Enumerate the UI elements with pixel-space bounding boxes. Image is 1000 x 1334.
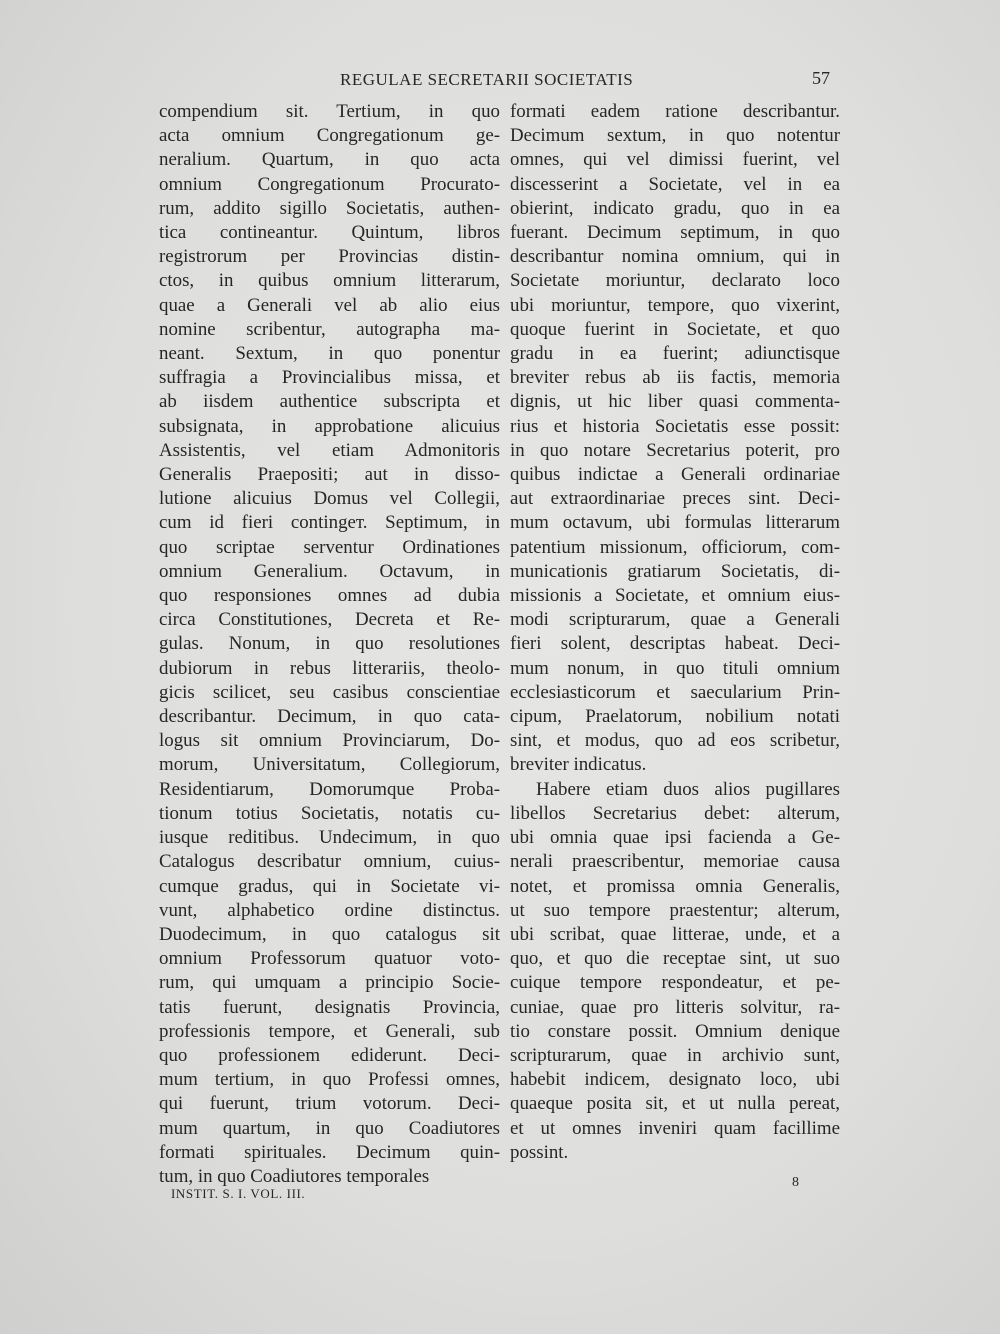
text-line: Duodecimum, in quo catalogus sit xyxy=(159,923,500,945)
text-line: quoque fuerint in Societate, et quo xyxy=(510,318,840,340)
text-line: gradu in ea fuerint; adiunctisque xyxy=(510,343,840,365)
text-line: circa Constitutiones, Decreta et Re- xyxy=(159,609,500,631)
text-line: rum, addito sigillo Societatis, authen- xyxy=(159,197,500,219)
text-line: Generalis Praepositi; aut in disso- xyxy=(159,464,500,486)
text-line: compendium sit. Tertium, in quo xyxy=(159,101,500,122)
text-line: qui fuerunt, trium votorum. Deci- xyxy=(159,1093,500,1115)
text-line: suffragia a Provincialibus missa, et xyxy=(159,367,500,389)
text-line: formati spirituales. Decimum quin- xyxy=(159,1141,500,1163)
left-text-column xyxy=(159,100,500,1189)
text-line: tum, in quo Coadiutores temporales xyxy=(159,1165,430,1187)
text-line: neralium. Quartum, in quo acta xyxy=(159,149,500,171)
text-line: ubi moriuntur, tempore, quo vixerint, xyxy=(510,294,840,316)
text-line: lutione alicuius Domus vel Collegii, xyxy=(159,488,500,510)
text-line: omnium Professorum quatuor voto- xyxy=(159,948,500,970)
text-line: Residentiarum, Domorumque Proba- xyxy=(159,778,500,800)
text-line: neant. Sextum, in quo ponentur xyxy=(159,343,500,365)
text-line: omnium Congregationum Procurato- xyxy=(159,173,500,195)
text-line: tio constare possit. Omnium denique xyxy=(510,1020,840,1042)
text-line: libellos Secretarius debet: alterum, xyxy=(510,802,840,824)
text-line: et ut omnes inveniri quam facillime xyxy=(510,1117,840,1139)
text-line: tatis fuerunt, designatis Provincia, xyxy=(159,996,500,1018)
text-line: fuerant. Decimum septimum, in quo xyxy=(510,222,840,244)
text-line: cuique tempore respondeatur, et pe- xyxy=(510,972,840,994)
text-line: mum nonum, in quo tituli omnium xyxy=(510,657,840,679)
text-line: aut extraordinariae preces sint. Deci- xyxy=(510,488,840,510)
text-line: vunt, alphabetico ordine distinctus. xyxy=(159,899,500,921)
text-line: ab iisdem authentice subscripta et xyxy=(159,391,500,413)
text-line: missionis a Societate, et omnium eius- xyxy=(510,585,840,607)
text-line: quo professionem ediderunt. Deci- xyxy=(159,1044,500,1066)
text-line: modi scripturarum, quae a Generali xyxy=(510,609,840,631)
text-line: mum octavum, ubi formulas litterarum xyxy=(510,512,840,534)
text-line: ubi omnia quae ipsi facienda a Ge- xyxy=(510,827,840,849)
text-line: possint. xyxy=(510,1141,569,1163)
text-line: formati eadem ratione describantur. xyxy=(510,101,840,122)
text-line: ubi scribat, quae litterae, unde, et a xyxy=(510,923,840,945)
text-line: describantur. Decimum, in quo cata- xyxy=(159,706,500,728)
text-line: Assistentis, vel etiam Admonitoris xyxy=(159,439,500,461)
text-line: Decimum sextum, in quo notentur xyxy=(510,125,840,147)
text-line: mum tertium, in quo Professi omnes, xyxy=(159,1069,500,1091)
text-line: rum, qui umquam a principio Socie- xyxy=(159,972,500,994)
text-line: fieri solent, descriptas habeat. Deci- xyxy=(510,633,840,655)
text-line: tica contineantur. Quintum, libros xyxy=(159,222,500,244)
text-line: obierint, indicato gradu, quo in ea xyxy=(510,197,840,219)
text-line: cumque gradus, qui in Societate vi- xyxy=(159,875,500,897)
gathering-number: 8 xyxy=(792,1175,799,1190)
right-text-column xyxy=(510,100,840,1165)
running-title: REGULAE SECRETARII SOCIETATIS xyxy=(340,70,634,89)
text-line: quo responsiones omnes ad dubia xyxy=(159,585,500,607)
text-line: dubiorum in rebus litterariis, theolo- xyxy=(159,657,500,679)
text-line: municationis gratiarum Societatis, di- xyxy=(510,560,840,582)
text-line: discesserint a Societate, vel in ea xyxy=(510,173,840,195)
text-line: gicis scilicet, seu casibus conscientiae xyxy=(159,681,500,703)
text-line: breviter rebus ab iis factis, memoria xyxy=(510,367,840,389)
text-line: describantur nomina omnium, qui in xyxy=(510,246,840,268)
text-line: ut suo tempore praestentur; alterum, xyxy=(510,899,840,921)
text-line: morum, Universitatum, Collegiorum, xyxy=(159,754,500,776)
text-line: patentium missionum, officiorum, com- xyxy=(510,536,840,558)
text-line: in quo notare Secretarius poterit, pro xyxy=(510,439,840,461)
text-line: notet, et promissa omnia Generalis, xyxy=(510,875,840,897)
text-line: habebit indicem, designato loco, ubi xyxy=(510,1069,840,1091)
text-line: quo, et quo die receptae sint, ut suo xyxy=(510,948,840,970)
text-line: omnium Generalium. Octavum, in xyxy=(159,560,500,582)
text-line: cuniae, quae pro litteris solvitur, ra- xyxy=(510,996,840,1018)
text-line: Habere etiam duos alios pugillares xyxy=(536,778,840,800)
text-line: quo scriptae serventur Ordinationes xyxy=(159,536,500,558)
text-line: ecclesiasticorum et saecularium Prin- xyxy=(510,681,840,703)
text-line: quae a Generali vel ab alio eius xyxy=(159,294,500,316)
text-line: Societate moriuntur, declarato loco xyxy=(510,270,840,292)
text-line: tionum totius Societatis, notatis cu- xyxy=(159,802,500,824)
text-line: dignis, ut hic liber quasi commenta- xyxy=(510,391,840,413)
text-line: logus sit omnium Provinciarum, Do- xyxy=(159,730,500,752)
text-line: nerali praescribentur, memoriae causa xyxy=(510,851,840,873)
text-line: scripturarum, quae in archivio sunt, xyxy=(510,1044,840,1066)
text-line: quibus indictae a Generali ordinariae xyxy=(510,464,840,486)
page-number: 57 xyxy=(812,68,830,88)
volume-signature: INSTIT. S. I. VOL. III. xyxy=(171,1186,306,1201)
text-line: mum quartum, in quo Coadiutores xyxy=(159,1117,500,1139)
text-line: rius et historia Societatis esse possit: xyxy=(510,415,840,437)
text-line: omnes, qui vel dimissi fuerint, vel xyxy=(510,149,840,171)
text-line: ctos, in quibus omnium litterarum, xyxy=(159,270,500,292)
text-line: iusque reditibus. Undecimum, in quo xyxy=(159,827,500,849)
text-line: cipum, Praelatorum, nobilium notati xyxy=(510,706,840,728)
text-line: gulas. Nonum, in quo resolutiones xyxy=(159,633,500,655)
text-line: breviter indicatus. xyxy=(510,754,647,776)
text-line: acta omnium Congregationum ge- xyxy=(159,125,500,147)
text-line: cum id fieri contingет. Septimum, in xyxy=(159,512,500,534)
text-line: quaeque posita sit, et ut nulla pereat, xyxy=(510,1093,840,1115)
text-line: subsignata, in approbatione alicuius xyxy=(159,415,500,437)
text-line: professionis tempore, et Generali, sub xyxy=(159,1020,500,1042)
text-line: sint, et modus, quo ad eos scribetur, xyxy=(510,730,840,752)
text-line: registrorum per Provincias distin- xyxy=(159,246,500,268)
text-line: nomine scribentur, autographa ma- xyxy=(159,318,500,340)
text-line: Catalogus describatur omnium, cuius- xyxy=(159,851,500,873)
